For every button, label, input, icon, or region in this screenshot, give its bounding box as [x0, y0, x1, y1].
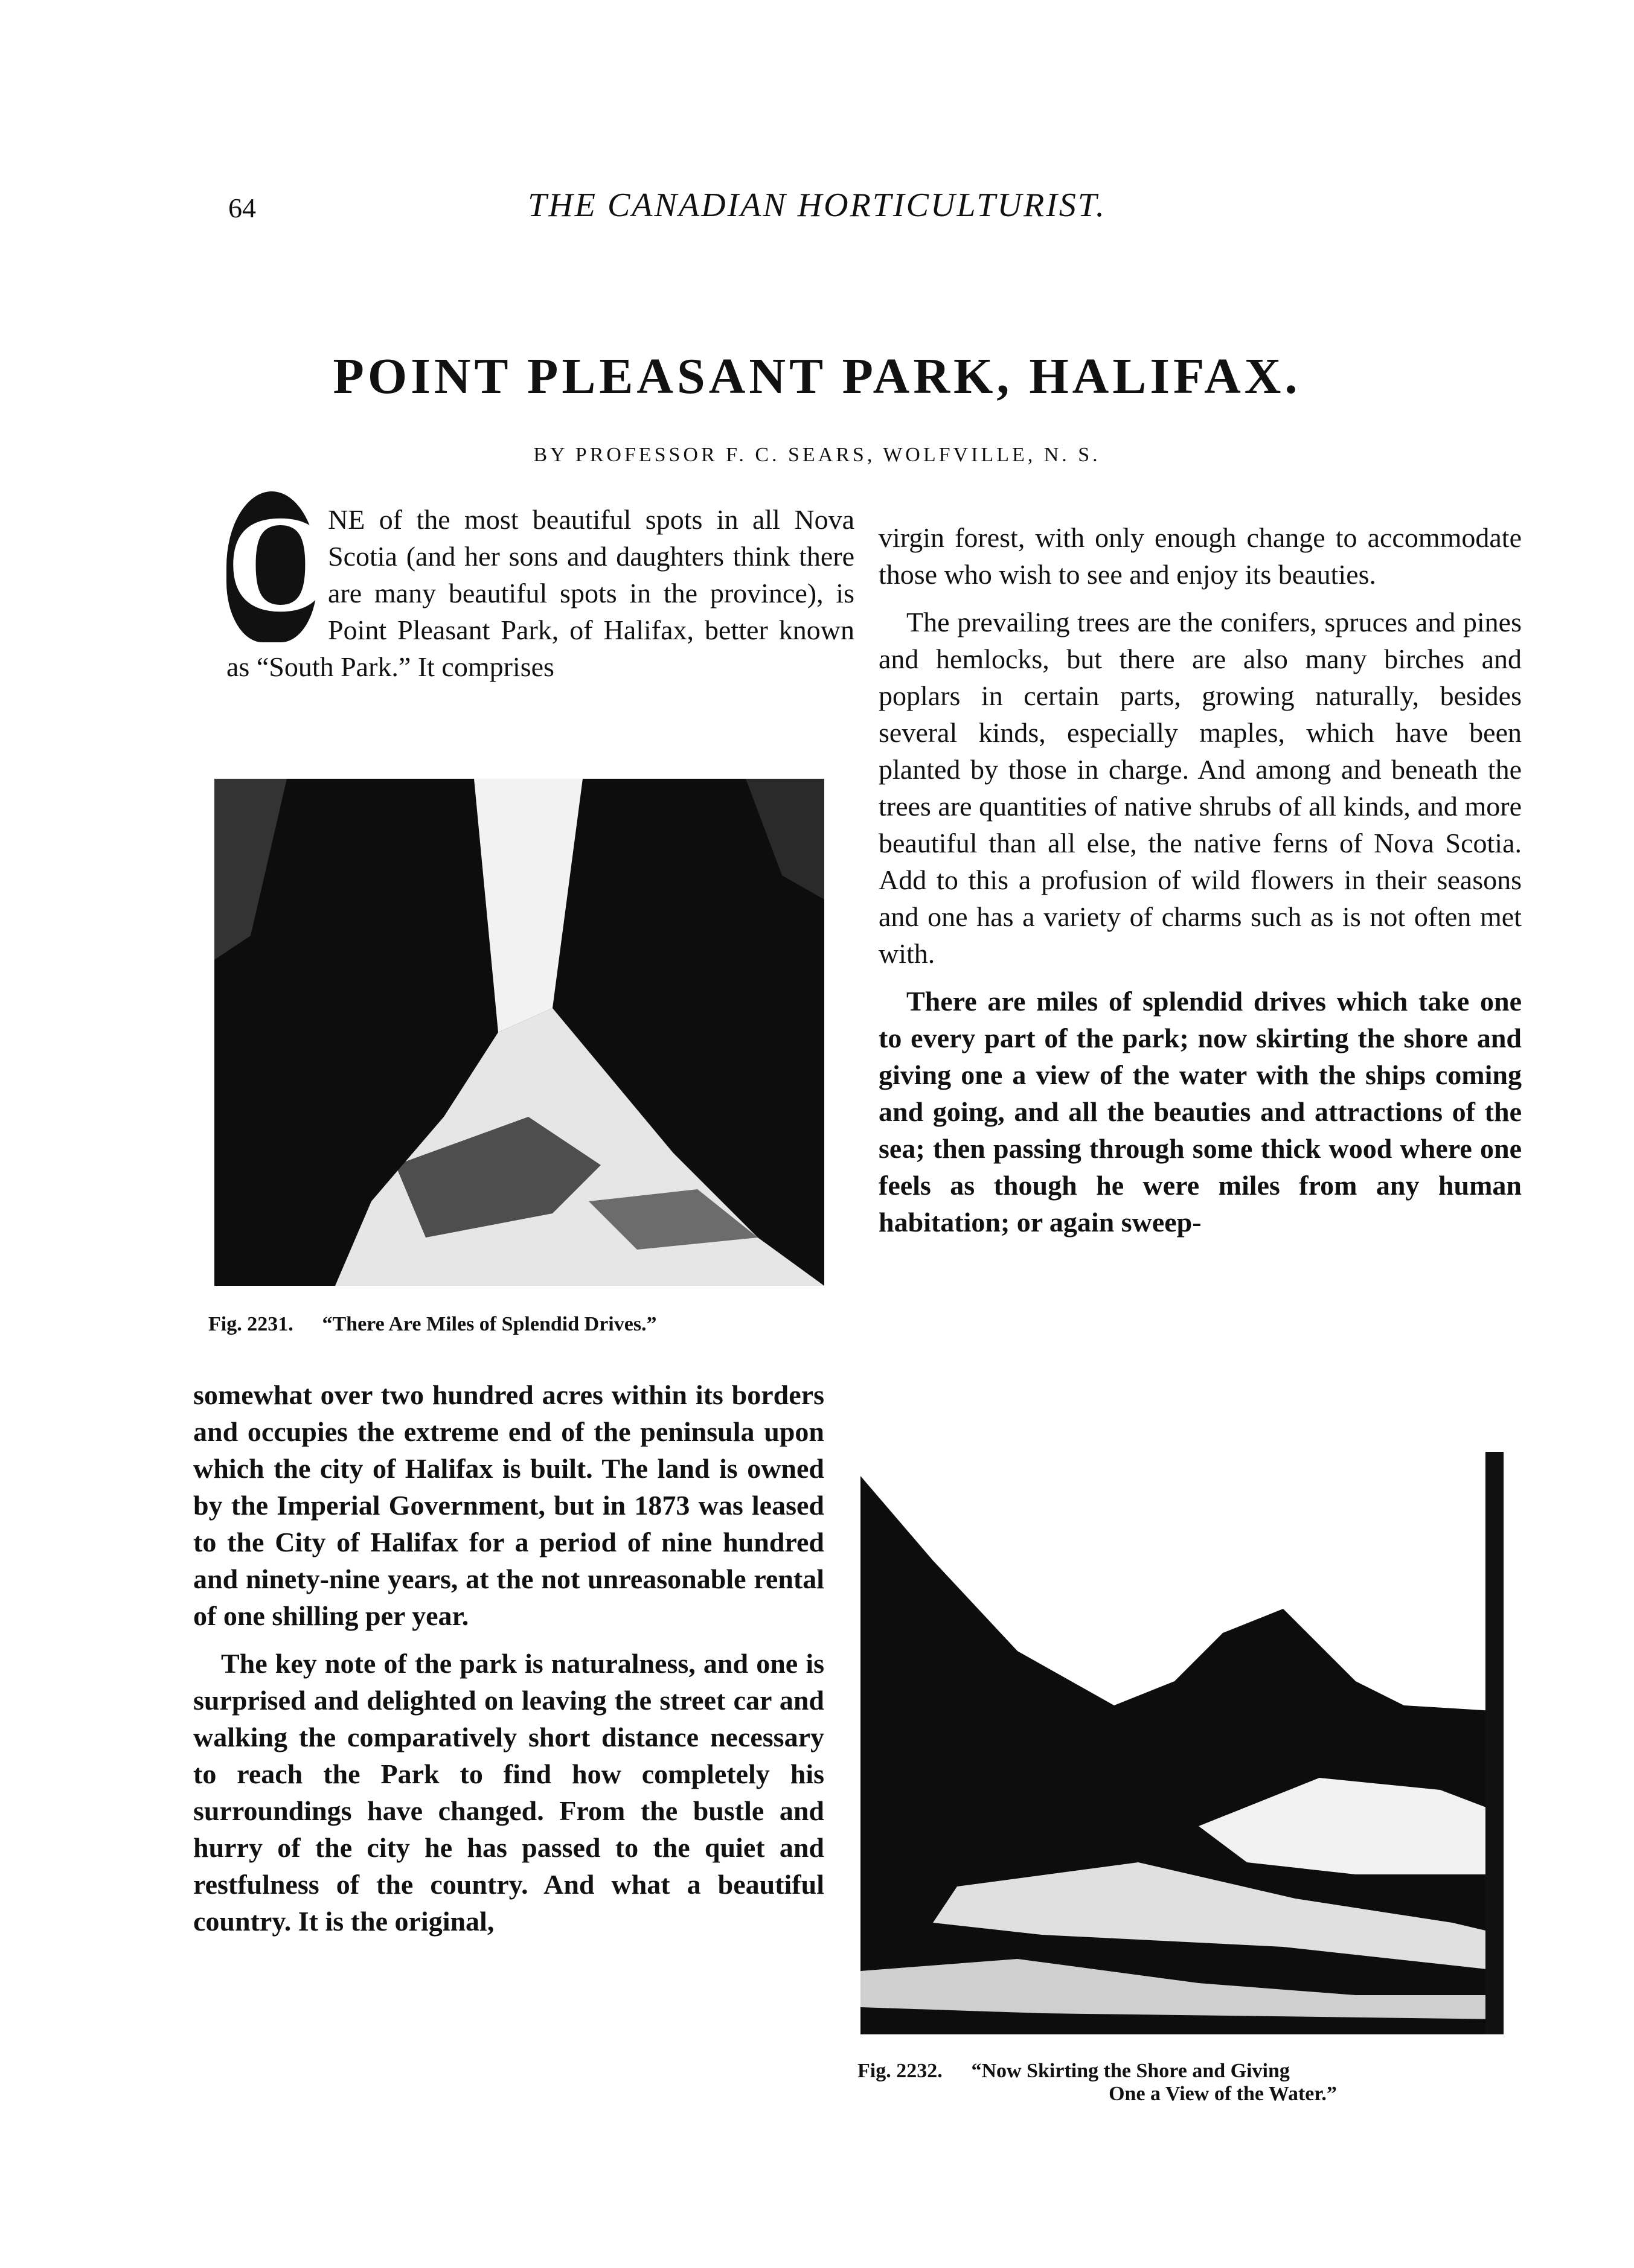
forest-drive-illustration — [214, 779, 824, 1286]
figure-1-caption-text: “There Are Miles of Splendid Drives.” — [322, 1313, 657, 1335]
running-head: THE CANADIAN HORTICULTURIST. — [528, 187, 1106, 224]
paragraph-1-start: NE of the most beautiful spots in all Nova Scotia (and her sons and daughters think there are many beautiful spots in the province), is Point Pleasant Park, of Halifax, better known as “South Park.” It comprises — [226, 504, 854, 682]
paragraph-2: The key note of the park is naturalness, and one is surprised and delighted on leaving the street car and walking the comparatively short distance necessary to reach the Park to find how completely his surroundings have changed. From the bustle and hurry of the city he has passed to the quiet and restfulness of the country. And what a beautiful country. It is the original, — [193, 1648, 824, 1937]
left-column-top — [226, 487, 854, 685]
paragraph-right-1: virgin forest, with only enough change to accommodate those who wish to see and enjoy its beauties. — [879, 522, 1522, 590]
paragraph-right-3: There are miles of splendid drives which take one to every part of the park; now skirting the shore and giving one a view of the water with the ships coming and going, and all the beauties and attractions of the sea; then passing through some thick wood where one feels as though he were miles from any human habitation; or again sweep- — [879, 986, 1522, 1238]
figure-2-photo — [860, 1452, 1504, 2034]
figure-2-label: Fig. 2232. — [857, 2060, 943, 2082]
shore-drive-illustration — [860, 1452, 1504, 2034]
figure-2-caption-line2: One a View of the Water.” — [1109, 2083, 1337, 2105]
paragraph-1-continued: somewhat over two hundred acres within its borders and occupies the extreme end of the peninsula upon which the city of Halifax is built. The land is owned by the Imperial Government, but in 1873 was leased to the City of Halifax for a period of nine hundred and ninety-nine years, at the not unreasonable rental of one shilling per year. — [193, 1379, 824, 1631]
figure-2-caption-line1: “Now Skirting the Shore and Giving — [971, 2060, 1290, 2082]
figure-1-photo — [214, 779, 824, 1286]
right-column — [879, 519, 1522, 1241]
article-byline: BY PROFESSOR F. C. SEARS, WOLFVILLE, N. S. — [533, 444, 1101, 466]
article-title: POINT PLEASANT PARK, HALIFAX. — [333, 348, 1301, 404]
page-number: 64 — [228, 193, 256, 223]
left-column-bottom — [193, 1376, 824, 1940]
figure-2-caption — [857, 2060, 1516, 2106]
figure-1-caption — [208, 1313, 842, 1336]
figure-1-label: Fig. 2231. — [208, 1313, 293, 1335]
drop-cap: O — [226, 491, 317, 642]
paragraph-right-2: The prevailing trees are the conifers, spruces and pines and hemlocks, but there are also many birches and poplars in certain parts, growing naturally, besides several kinds, especially maples, which have been planted by those in charge. And among and beneath the trees are quantities of native shrubs of all kinds, and more beautiful than all else, the native ferns of Nova Scotia. Add to this a profusion of wild flowers in their seasons and one has a variety of charms such as is not often met with. — [879, 607, 1522, 969]
